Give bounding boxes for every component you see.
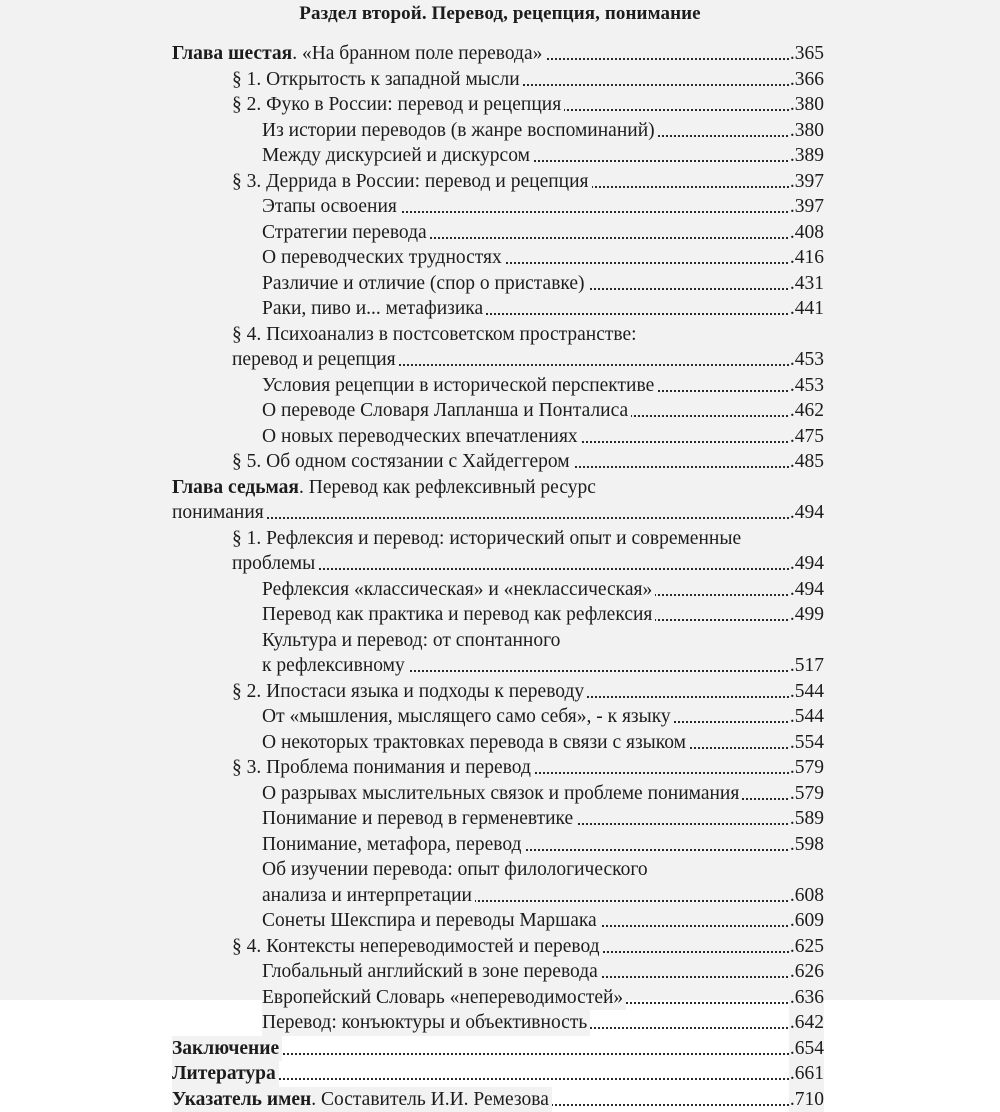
toc-entry-title	[232, 67, 523, 93]
toc-entry-title	[232, 347, 399, 373]
toc-entry-title	[262, 857, 651, 883]
toc-entry-text: § 5. Об одном состязании с Хайдеггером	[232, 451, 570, 472]
toc-entry	[0, 985, 1000, 1011]
toc-entry-text: Условия рецепции в исторической перспективе	[262, 375, 654, 396]
toc-page-number: .608	[789, 883, 824, 909]
toc-page-number: .380	[789, 118, 824, 144]
toc-entry	[0, 143, 1000, 169]
toc-page-number: .485	[789, 449, 824, 475]
toc-entry	[0, 296, 1000, 322]
toc-entry	[0, 934, 1000, 960]
toc-page-number: .389	[789, 143, 824, 169]
toc-entry-title	[262, 908, 600, 934]
toc-entry	[0, 220, 1000, 246]
toc-entry-title	[232, 679, 587, 705]
toc-entry-text: § 3. Проблема понимания и перевод	[232, 757, 531, 778]
toc-entry-heading: Литература	[172, 1063, 276, 1084]
toc-entry	[0, 526, 1000, 552]
toc-page-number: .636	[789, 985, 824, 1011]
toc-page-number: .453	[789, 373, 824, 399]
toc-page-number: .365	[789, 41, 824, 67]
toc-entry	[0, 67, 1000, 93]
toc-entry-title	[262, 194, 400, 220]
toc-entry-text: От «мышления, мыслящего само себя», - к языку	[262, 706, 671, 727]
toc-entry-heading: Указатель имен	[172, 1089, 311, 1110]
toc-entry-title	[262, 296, 486, 322]
toc-entry	[0, 908, 1000, 934]
toc-entry-text: Этапы освоения	[262, 196, 397, 217]
toc-entry-title	[262, 883, 475, 909]
toc-entry-text: О переводческих трудностях	[262, 247, 502, 268]
toc-entry	[0, 653, 1000, 679]
toc-entry-title	[232, 551, 318, 577]
toc-entry-title	[172, 41, 545, 67]
toc-entry	[0, 500, 1000, 526]
toc-page-number: .517	[789, 653, 824, 679]
toc-page-number: .431	[789, 271, 824, 297]
toc-entry-text: Стратегии перевода	[262, 222, 427, 243]
toc-entry-title	[262, 653, 408, 679]
toc-entry-text: перевод и рецепция	[232, 349, 396, 370]
toc-entry	[0, 857, 1000, 883]
toc-page-number: .626	[789, 959, 824, 985]
toc-entry	[0, 1061, 1000, 1087]
toc-page-number: .661	[789, 1061, 824, 1087]
toc-entry-title	[172, 1087, 552, 1112]
toc-page-number: .397	[789, 169, 824, 195]
toc-entry	[0, 118, 1000, 144]
toc-entry	[0, 679, 1000, 705]
toc-entry-text: Между дискурсией и дискурсом	[262, 145, 530, 166]
toc-entry-title	[232, 934, 603, 960]
toc-entry	[0, 806, 1000, 832]
toc-entry-text: к рефлексивному	[262, 655, 405, 676]
toc-entry-title	[232, 92, 564, 118]
toc-entry-title	[262, 628, 563, 654]
toc-entry-text: § 2. Фуко в России: перевод и рецепция	[232, 94, 561, 115]
toc-page-number: .554	[789, 730, 824, 756]
toc-entry	[0, 730, 1000, 756]
toc-entry-text: Раки, пиво и... метафизика	[262, 298, 483, 319]
toc-entry-text: Перевод: конъюктуры и объективность	[262, 1012, 587, 1033]
toc-page-number: .654	[789, 1036, 824, 1062]
toc-entry-title	[232, 449, 573, 475]
toc-entry-text: О некоторых трактовках перевода в связи с языком	[262, 732, 686, 753]
toc-page-number: .408	[789, 220, 824, 246]
toc-entry-title	[262, 602, 655, 628]
toc-entry	[0, 781, 1000, 807]
toc-entry	[0, 475, 1000, 501]
toc-entry-text: О переводе Словаря Лапланша и Понталиса	[262, 400, 628, 421]
toc-entry-title	[262, 781, 742, 807]
toc-page-number: .579	[789, 755, 824, 781]
toc-entry	[0, 602, 1000, 628]
toc-entry-heading: Глава шестая	[172, 43, 292, 64]
toc-page-number: .589	[789, 806, 824, 832]
toc-entry	[0, 41, 1000, 67]
toc-entry	[0, 551, 1000, 577]
toc-entry-title	[172, 1036, 282, 1062]
toc-entry	[0, 883, 1000, 909]
toc-page-number: .642	[789, 1010, 824, 1036]
toc-entry-title	[232, 169, 592, 195]
toc-entry-text: Европейский Словарь «непереводимостей»	[262, 987, 623, 1008]
toc-entry-text: Различие и отличие (спор о приставке)	[262, 273, 585, 294]
toc-entry-text: Глобальный английский в зоне перевода	[262, 961, 598, 982]
toc-entry-text: § 3. Деррида в России: перевод и рецепция	[232, 171, 589, 192]
toc-entry-title	[262, 577, 655, 603]
toc-entry	[0, 398, 1000, 424]
toc-entry	[0, 959, 1000, 985]
toc-page-number: .380	[789, 92, 824, 118]
toc-entry-text: анализа и интерпретации	[262, 885, 472, 906]
section-title: Раздел второй. Перевод, рецепция, понимание	[0, 3, 1000, 25]
toc-entry-title	[262, 398, 631, 424]
toc-entry-title	[262, 832, 524, 858]
toc-entry-text: Понимание, метафора, перевод	[262, 834, 521, 855]
toc-entry-title	[232, 322, 640, 348]
toc-entry-text: Из истории переводов (в жанре воспоминаний)	[262, 120, 655, 141]
toc-entry	[0, 577, 1000, 603]
toc-entry-title	[262, 245, 505, 271]
toc-entry-text: Культура и перевод: от спонтанного	[262, 630, 560, 651]
toc-entry-text: проблемы	[232, 553, 315, 574]
toc-entry	[0, 271, 1000, 297]
toc-entry-title	[262, 704, 674, 730]
toc-entry-title	[262, 1010, 590, 1036]
toc-entry-text: § 4. Контексты непереводимостей и перевод	[232, 936, 600, 957]
toc-entry-text: Об изучении перевода: опыт филологического	[262, 859, 648, 880]
toc-page-number: .453	[789, 347, 824, 373]
toc-entry-title	[172, 500, 267, 526]
toc-entry-title	[262, 730, 689, 756]
toc-entry	[0, 245, 1000, 271]
toc-entry-title	[262, 424, 581, 450]
toc-entry-title	[262, 806, 576, 832]
toc-entry-title	[262, 373, 657, 399]
toc-page-number: .710	[789, 1087, 824, 1112]
toc-entry	[0, 347, 1000, 373]
toc-entry-text: § 4. Психоанализ в постсоветском пространстве:	[232, 324, 637, 345]
toc-page-number: .579	[789, 781, 824, 807]
toc-entry	[0, 92, 1000, 118]
toc-entry	[0, 194, 1000, 220]
toc-page-number: .475	[789, 424, 824, 450]
toc-entry-text: § 2. Ипостаси языка и подходы к переводу	[232, 681, 584, 702]
toc-entry-title	[262, 118, 658, 144]
toc-entry	[0, 832, 1000, 858]
toc-entry-title	[262, 220, 430, 246]
toc-entry	[0, 1036, 1000, 1062]
toc-entry-title	[262, 271, 588, 297]
toc-page-number: .625	[789, 934, 824, 960]
toc-entry-text: понимания	[172, 502, 264, 523]
toc-entry	[0, 1010, 1000, 1036]
toc-entry-heading: Заключение	[172, 1038, 279, 1059]
toc-page-number: .499	[789, 602, 824, 628]
toc-entry-text: Понимание и перевод в герменевтике	[262, 808, 573, 829]
toc-entry	[0, 1087, 1000, 1112]
toc-entry-text: . Составитель И.И. Ремезова	[311, 1089, 549, 1110]
toc-page-number: .494	[789, 577, 824, 603]
toc-entry-title	[262, 143, 533, 169]
toc-entry-title	[172, 475, 599, 501]
toc-entry-title	[262, 985, 626, 1011]
toc-entry-text: Перевод как практика и перевод как рефлексия	[262, 604, 652, 625]
toc-entry-title	[172, 1061, 279, 1087]
toc-entry	[0, 449, 1000, 475]
toc-entry-title	[232, 755, 534, 781]
toc-page-number: .462	[789, 398, 824, 424]
toc-page-number: .366	[789, 67, 824, 93]
toc-entry-text: § 1. Рефлексия и перевод: исторический опыт и современные	[232, 528, 741, 549]
toc-page-number: .494	[789, 551, 824, 577]
toc-entry-text: О новых переводческих впечатлениях	[262, 426, 578, 447]
toc-page-number: .494	[789, 500, 824, 526]
toc-entry-text: О разрывах мыслительных связок и проблеме понимания	[262, 783, 739, 804]
toc-entry-title	[262, 959, 601, 985]
toc-page-number: .441	[789, 296, 824, 322]
toc-page-number: .609	[789, 908, 824, 934]
toc-page-number: .544	[789, 679, 824, 705]
toc-entry	[0, 373, 1000, 399]
toc-entry-text: . «На бранном поле перевода»	[292, 43, 542, 64]
table-of-contents	[0, 41, 1000, 1112]
toc-entry	[0, 169, 1000, 195]
toc-page-number: .544	[789, 704, 824, 730]
toc-entry-text: Рефлексия «классическая» и «неклассическая»	[262, 579, 652, 600]
toc-entry-title	[232, 526, 744, 552]
toc-entry	[0, 424, 1000, 450]
toc-entry-heading: Глава седьмая	[172, 477, 299, 498]
toc-page-number: .598	[789, 832, 824, 858]
toc-entry	[0, 704, 1000, 730]
toc-page-number: .397	[789, 194, 824, 220]
toc-entry-text: . Перевод как рефлексивный ресурс	[299, 477, 596, 498]
toc-entry	[0, 628, 1000, 654]
toc-entry	[0, 755, 1000, 781]
toc-entry-text: § 1. Открытость к западной мысли	[232, 69, 520, 90]
toc-entry	[0, 322, 1000, 348]
toc-entry-text: Сонеты Шекспира и переводы Маршака	[262, 910, 597, 931]
toc-page-number: .416	[789, 245, 824, 271]
